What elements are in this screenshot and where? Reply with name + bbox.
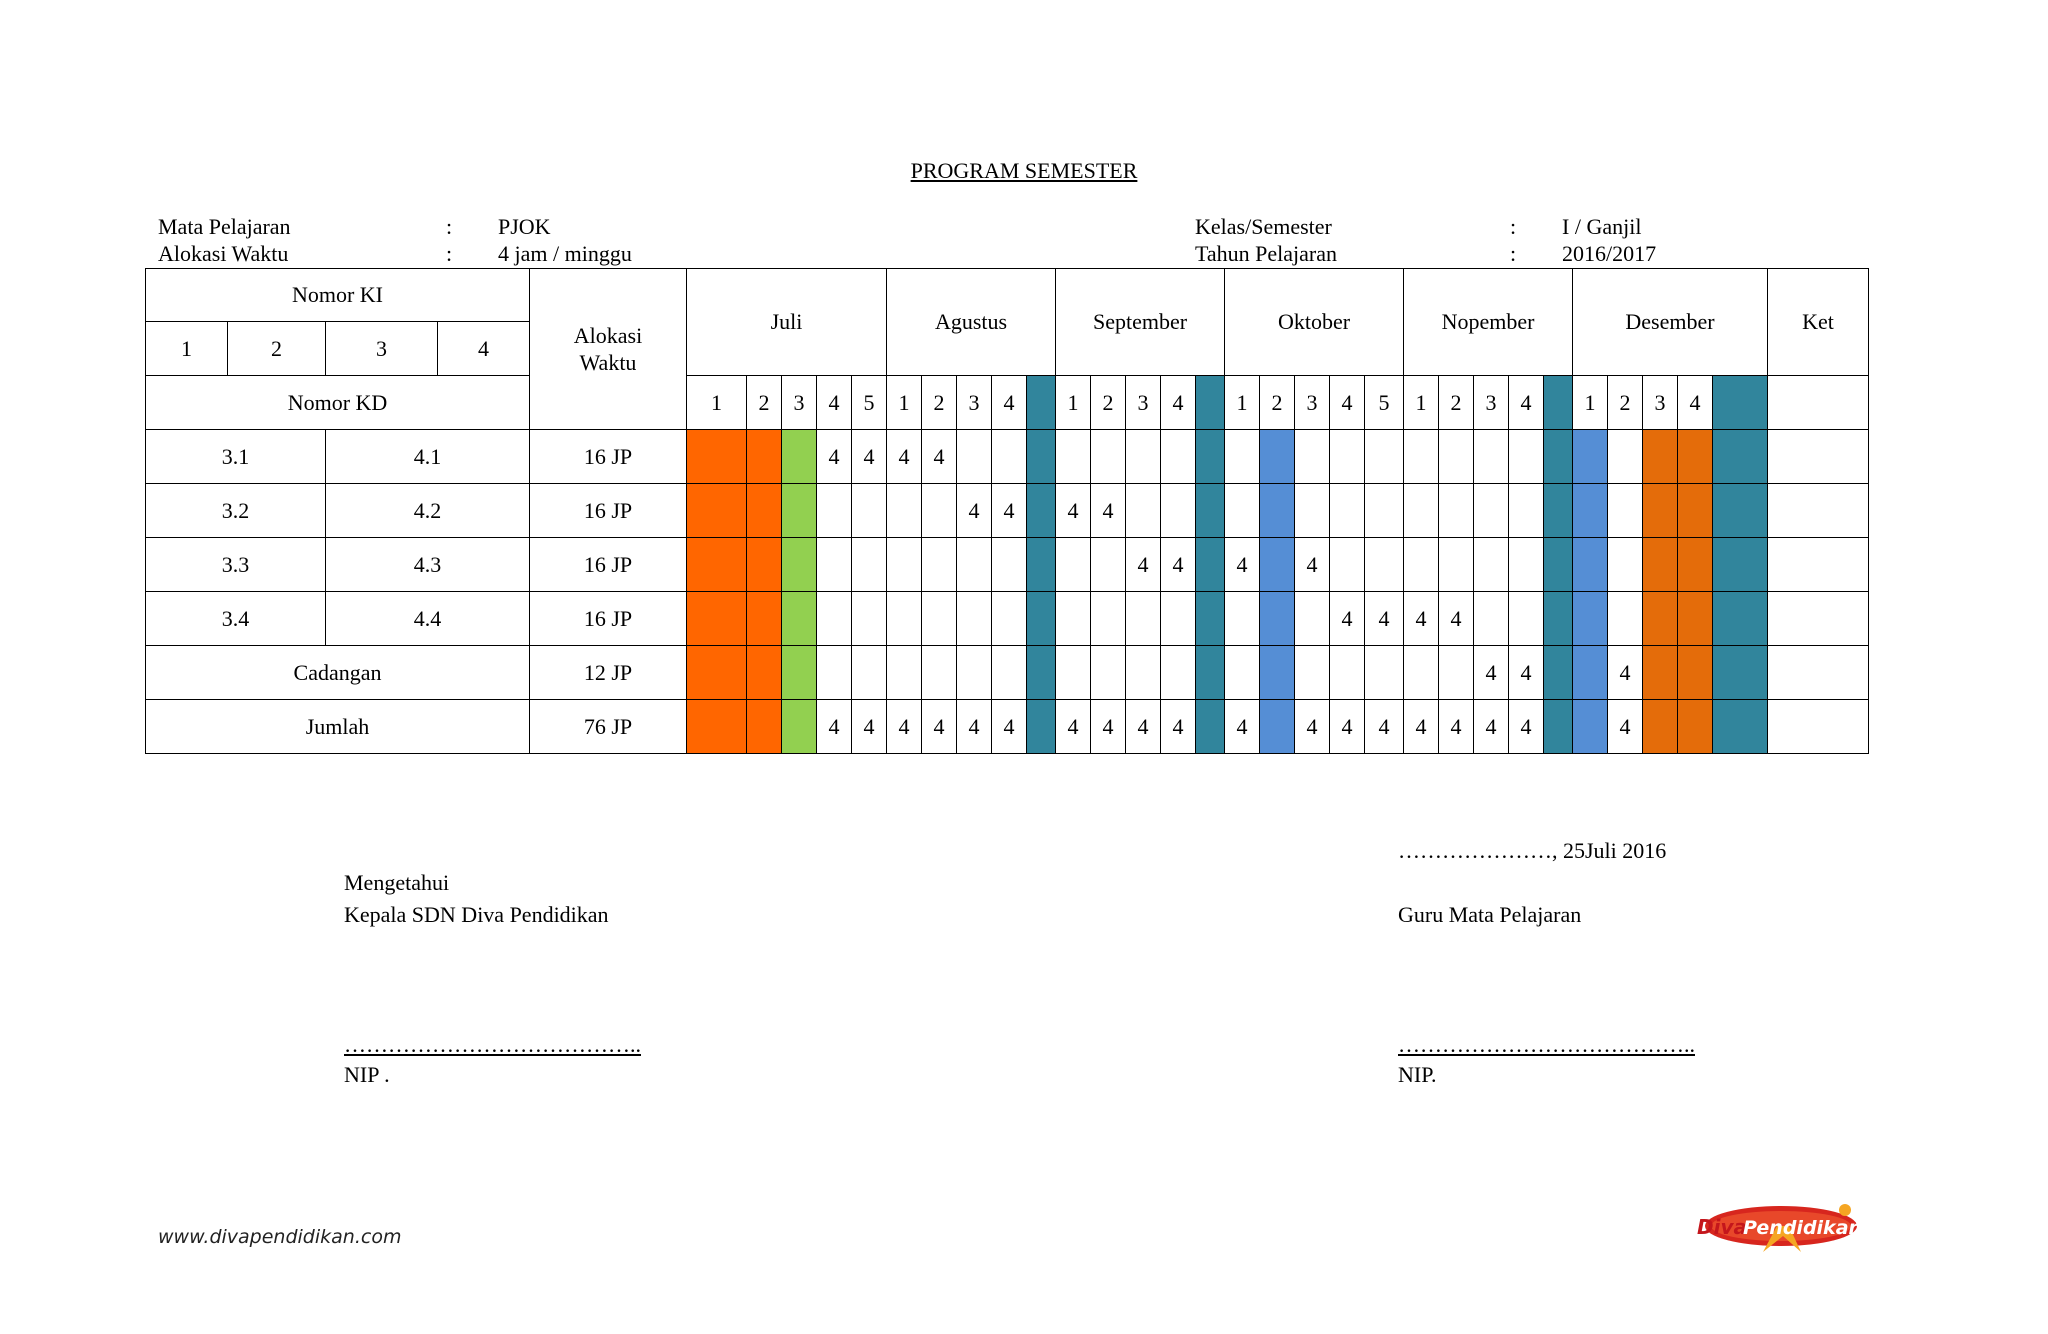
schedule-cell [1643, 538, 1678, 592]
document-title: PROGRAM SEMESTER [910, 158, 1138, 183]
schedule-cell [782, 430, 817, 484]
logo-text-pendidikan: Pendidikan [1743, 1217, 1863, 1239]
schedule-cell [1713, 592, 1768, 646]
schedule-cell [1225, 484, 1260, 538]
ki-number: 3 [326, 322, 438, 376]
schedule-cell [1713, 700, 1768, 754]
ki-number: 2 [228, 322, 326, 376]
header-row-1 [146, 269, 1869, 322]
nip-left: NIP . [344, 1062, 390, 1087]
schedule-cell [1295, 484, 1330, 538]
schedule-cell [852, 538, 887, 592]
schedule-cell [782, 484, 817, 538]
schedule-cell: 4 [1474, 646, 1509, 700]
schedule-cell: 4 [1608, 700, 1643, 754]
schedule-cell [1126, 430, 1161, 484]
schedule-cell [687, 646, 747, 700]
kd-right-cell: 4.4 [326, 592, 530, 646]
schedule-cell [1295, 592, 1330, 646]
schedule-cell [1608, 430, 1643, 484]
schedule-cell: 4 [1225, 700, 1260, 754]
schedule-cell [1330, 484, 1365, 538]
schedule-cell [1404, 538, 1439, 592]
schedule-cell [1544, 700, 1573, 754]
ket-cell [1768, 646, 1869, 700]
footer-url: www.divapendidikan.com [158, 1226, 402, 1248]
schedule-cell [1509, 538, 1544, 592]
alokasi-cell: 16 JP [530, 538, 687, 592]
guru-label: Guru Mata Pelajaran [1398, 902, 1582, 927]
schedule-cell [1509, 592, 1544, 646]
meta-colon: : [446, 241, 453, 266]
signature-line-left: ………………………………….. [344, 1032, 641, 1057]
logo-text-diva: Diva [1697, 1215, 1747, 1239]
week-number-cell: 1 [1225, 376, 1260, 430]
schedule-cell: 4 [1608, 646, 1643, 700]
schedule-cell [1439, 646, 1474, 700]
meta-tahun-value: 2016/2017 [1562, 241, 1657, 266]
schedule-cell [747, 484, 782, 538]
schedule-cell [1056, 538, 1091, 592]
schedule-cell [1260, 430, 1295, 484]
schedule-cell [1365, 646, 1404, 700]
schedule-cell [922, 538, 957, 592]
schedule-cell: 4 [1295, 700, 1330, 754]
meta-colon: : [446, 214, 453, 239]
week-number-cell: 5 [1365, 376, 1404, 430]
ket-header: Ket [1768, 269, 1869, 376]
schedule-cell [687, 592, 747, 646]
schedule-cell [1544, 484, 1573, 538]
nomor-ki-header: Nomor KI [146, 269, 530, 322]
schedule-cell [782, 700, 817, 754]
week-number-cell: 5 [852, 376, 887, 430]
meta-alokasi-label: Alokasi Waktu [158, 241, 289, 266]
week-number-cell: 4 [817, 376, 852, 430]
alokasi-cell: 16 JP [530, 592, 687, 646]
schedule-cell: 4 [1225, 538, 1260, 592]
schedule-cell [1573, 484, 1608, 538]
meta-kelas-value: I / Ganjil [1562, 214, 1642, 239]
schedule-cell [1161, 484, 1196, 538]
week-number-cell: 4 [1161, 376, 1196, 430]
week-number-cell: 3 [782, 376, 817, 430]
ket-cell [1768, 700, 1869, 754]
month-header-nopember: Nopember [1404, 269, 1573, 376]
week-number-cell: 1 [887, 376, 922, 430]
schedule-cell [1027, 484, 1056, 538]
schedule-cell [1474, 538, 1509, 592]
schedule-cell [1678, 700, 1713, 754]
schedule-cell [957, 646, 992, 700]
schedule-cell [687, 484, 747, 538]
schedule-cell [992, 430, 1027, 484]
week-number-cell: 3 [1474, 376, 1509, 430]
schedule-cell [1544, 430, 1573, 484]
schedule-cell [747, 430, 782, 484]
table-row [146, 538, 1869, 592]
schedule-cell [747, 646, 782, 700]
ki-number: 4 [438, 322, 530, 376]
week-number-row [146, 376, 1869, 430]
schedule-cell [1196, 592, 1225, 646]
schedule-cell [922, 592, 957, 646]
kepala-sekolah-label: Kepala SDN Diva Pendidikan [344, 902, 609, 927]
meta-colon: : [1510, 241, 1517, 266]
row-label: Jumlah [146, 700, 530, 754]
schedule-cell [817, 592, 852, 646]
schedule-cell: 4 [1161, 700, 1196, 754]
week-number-cell: 2 [922, 376, 957, 430]
schedule-cell: 4 [1091, 484, 1126, 538]
alokasi-cell: 12 JP [530, 646, 687, 700]
schedule-cell [1608, 592, 1643, 646]
schedule-cell [1330, 646, 1365, 700]
schedule-cell: 4 [1056, 484, 1091, 538]
alokasi-cell: 76 JP [530, 700, 687, 754]
schedule-cell [1573, 646, 1608, 700]
week-number-cell: 2 [747, 376, 782, 430]
schedule-cell [992, 646, 1027, 700]
week-number-cell: 1 [687, 376, 747, 430]
schedule-cell [1544, 538, 1573, 592]
schedule-cell: 4 [992, 700, 1027, 754]
week-number-cell: 3 [1126, 376, 1161, 430]
week-number-cell: 2 [1608, 376, 1643, 430]
schedule-cell [1161, 646, 1196, 700]
meta-mapel-value: PJOK [498, 214, 551, 239]
schedule-cell [1544, 646, 1573, 700]
schedule-cell: 4 [957, 484, 992, 538]
schedule-cell [1678, 592, 1713, 646]
schedule-cell [1295, 430, 1330, 484]
schedule-cell [1260, 592, 1295, 646]
nip-right: NIP. [1398, 1062, 1437, 1087]
schedule-cell [1196, 430, 1225, 484]
schedule-cell [1643, 700, 1678, 754]
schedule-cell [1608, 538, 1643, 592]
schedule-cell: 4 [1330, 592, 1365, 646]
schedule-cell [1330, 430, 1365, 484]
diva-pendidikan-logo [1685, 1196, 1865, 1256]
ket-cell [1768, 430, 1869, 484]
mengetahui-label: Mengetahui [344, 870, 450, 895]
kd-left-cell: 3.4 [146, 592, 326, 646]
schedule-cell [1225, 646, 1260, 700]
schedule-cell [1161, 430, 1196, 484]
ket-cell [1768, 376, 1869, 430]
schedule-cell: 4 [887, 700, 922, 754]
schedule-cell [1474, 484, 1509, 538]
schedule-cell [1713, 430, 1768, 484]
ket-cell [1768, 538, 1869, 592]
meta-tahun-label: Tahun Pelajaran [1195, 241, 1338, 266]
schedule-cell [747, 700, 782, 754]
schedule-cell [1643, 592, 1678, 646]
table-row [146, 700, 1869, 754]
schedule-cell: 4 [1365, 592, 1404, 646]
schedule-cell [1643, 484, 1678, 538]
schedule-cell: 4 [1330, 700, 1365, 754]
schedule-cell [1091, 646, 1126, 700]
week-number-cell [1027, 376, 1056, 430]
schedule-cell: 4 [1126, 538, 1161, 592]
schedule-cell [1225, 592, 1260, 646]
schedule-cell: 4 [817, 700, 852, 754]
schedule-cell [1126, 484, 1161, 538]
month-header-agustus: Agustus [887, 269, 1056, 376]
schedule-cell [1295, 646, 1330, 700]
alokasi-cell: 16 JP [530, 484, 687, 538]
logo-dot [1839, 1204, 1851, 1216]
week-number-cell: 1 [1404, 376, 1439, 430]
schedule-cell [1608, 484, 1643, 538]
month-header-juli: Juli [687, 269, 887, 376]
schedule-cell [1260, 700, 1295, 754]
schedule-cell: 4 [852, 700, 887, 754]
schedule-cell [1330, 538, 1365, 592]
schedule-cell [852, 484, 887, 538]
schedule-cell [1027, 430, 1056, 484]
schedule-cell [1678, 538, 1713, 592]
schedule-cell [1091, 538, 1126, 592]
schedule-cell [957, 538, 992, 592]
schedule-cell [1439, 538, 1474, 592]
week-number-cell: 3 [1295, 376, 1330, 430]
week-number-cell [1713, 376, 1768, 430]
meta-alokasi-value: 4 jam / minggu [498, 241, 632, 266]
kd-left-cell: 3.2 [146, 484, 326, 538]
schedule-cell [1161, 592, 1196, 646]
signature-date: …………………, 25Juli 2016 [1398, 838, 1667, 863]
table-row [146, 646, 1869, 700]
schedule-cell [1027, 592, 1056, 646]
schedule-cell [1196, 484, 1225, 538]
week-number-cell: 3 [957, 376, 992, 430]
schedule-cell [1678, 484, 1713, 538]
schedule-cell [817, 646, 852, 700]
schedule-cell [1260, 646, 1295, 700]
schedule-cell: 4 [922, 430, 957, 484]
schedule-cell: 4 [852, 430, 887, 484]
week-number-cell: 2 [1439, 376, 1474, 430]
schedule-cell: 4 [1439, 592, 1474, 646]
week-number-cell: 4 [992, 376, 1027, 430]
schedule-cell [1225, 430, 1260, 484]
kd-left-cell: 3.1 [146, 430, 326, 484]
schedule-cell [992, 538, 1027, 592]
schedule-cell [1509, 430, 1544, 484]
ket-cell [1768, 592, 1869, 646]
schedule-cell: 4 [992, 484, 1027, 538]
nomor-kd-header: Nomor KD [146, 376, 530, 430]
schedule-cell [1474, 430, 1509, 484]
week-number-cell [1544, 376, 1573, 430]
schedule-cell [1027, 646, 1056, 700]
table-row [146, 430, 1869, 484]
schedule-cell [1365, 538, 1404, 592]
schedule-cell [922, 646, 957, 700]
program-semester-table [145, 268, 1869, 754]
schedule-cell [852, 592, 887, 646]
schedule-cell [1678, 430, 1713, 484]
schedule-cell [1056, 430, 1091, 484]
month-header-oktober: Oktober [1225, 269, 1404, 376]
schedule-cell: 4 [922, 700, 957, 754]
week-number-cell: 2 [1091, 376, 1126, 430]
schedule-cell: 4 [1091, 700, 1126, 754]
schedule-cell [747, 538, 782, 592]
schedule-cell [1091, 430, 1126, 484]
schedule-cell [957, 592, 992, 646]
schedule-cell: 4 [1439, 700, 1474, 754]
schedule-cell [782, 592, 817, 646]
schedule-cell [817, 484, 852, 538]
week-number-cell: 4 [1678, 376, 1713, 430]
schedule-cell [1573, 430, 1608, 484]
meta-colon: : [1510, 214, 1517, 239]
schedule-cell: 4 [1365, 700, 1404, 754]
schedule-cell [1509, 484, 1544, 538]
schedule-cell [687, 700, 747, 754]
month-header-september: September [1056, 269, 1225, 376]
schedule-cell: 4 [957, 700, 992, 754]
kd-right-cell: 4.2 [326, 484, 530, 538]
schedule-cell [1713, 484, 1768, 538]
schedule-cell [1126, 592, 1161, 646]
week-number-cell: 1 [1573, 376, 1608, 430]
table-row [146, 592, 1869, 646]
kd-right-cell: 4.3 [326, 538, 530, 592]
schedule-cell [1056, 592, 1091, 646]
schedule-cell [1196, 700, 1225, 754]
schedule-cell [1260, 538, 1295, 592]
ki-number: 1 [146, 322, 228, 376]
schedule-cell [922, 484, 957, 538]
schedule-cell [1056, 646, 1091, 700]
schedule-cell: 4 [1474, 700, 1509, 754]
schedule-cell [782, 646, 817, 700]
kd-right-cell: 4.1 [326, 430, 530, 484]
schedule-cell [887, 484, 922, 538]
schedule-cell [1196, 538, 1225, 592]
schedule-cell [1404, 430, 1439, 484]
schedule-cell [887, 646, 922, 700]
week-number-cell: 2 [1260, 376, 1295, 430]
schedule-cell [1643, 646, 1678, 700]
week-number-cell: 1 [1056, 376, 1091, 430]
schedule-cell: 4 [1509, 700, 1544, 754]
schedule-cell: 4 [887, 430, 922, 484]
schedule-cell [817, 538, 852, 592]
schedule-cell [887, 592, 922, 646]
schedule-cell: 4 [1056, 700, 1091, 754]
table-row [146, 484, 1869, 538]
schedule-cell [1404, 646, 1439, 700]
week-number-cell: 3 [1643, 376, 1678, 430]
schedule-cell [1260, 484, 1295, 538]
schedule-cell [1027, 538, 1056, 592]
row-label: Cadangan [146, 646, 530, 700]
schedule-cell [1713, 646, 1768, 700]
schedule-cell [782, 538, 817, 592]
week-number-cell [1196, 376, 1225, 430]
schedule-cell [1365, 484, 1404, 538]
schedule-cell [1365, 430, 1404, 484]
schedule-cell: 4 [1161, 538, 1196, 592]
schedule-cell [1439, 484, 1474, 538]
ket-cell [1768, 484, 1869, 538]
schedule-cell [1573, 700, 1608, 754]
schedule-cell [1196, 646, 1225, 700]
schedule-cell [1678, 646, 1713, 700]
meta-mapel-label: Mata Pelajaran [158, 214, 291, 239]
kd-left-cell: 3.3 [146, 538, 326, 592]
schedule-cell [852, 646, 887, 700]
schedule-cell: 4 [1126, 700, 1161, 754]
schedule-cell [1126, 646, 1161, 700]
week-number-cell: 4 [1330, 376, 1365, 430]
schedule-cell [887, 538, 922, 592]
schedule-cell [687, 538, 747, 592]
schedule-cell: 4 [1509, 646, 1544, 700]
schedule-cell [1544, 592, 1573, 646]
schedule-cell [1643, 430, 1678, 484]
schedule-cell [1474, 592, 1509, 646]
schedule-cell [1713, 538, 1768, 592]
alokasi-waktu-header: Alokasi Waktu [530, 269, 687, 430]
schedule-cell [1573, 592, 1608, 646]
schedule-cell [957, 430, 992, 484]
schedule-cell: 4 [817, 430, 852, 484]
schedule-cell [1439, 430, 1474, 484]
schedule-cell [687, 430, 747, 484]
schedule-cell: 4 [1295, 538, 1330, 592]
schedule-cell [1573, 538, 1608, 592]
meta-kelas-label: Kelas/Semester [1195, 214, 1332, 239]
alokasi-cell: 16 JP [530, 430, 687, 484]
schedule-cell [1404, 484, 1439, 538]
schedule-cell: 4 [1404, 592, 1439, 646]
schedule-cell [1027, 700, 1056, 754]
schedule-cell [747, 592, 782, 646]
schedule-cell [992, 592, 1027, 646]
month-header-desember: Desember [1573, 269, 1768, 376]
week-number-cell: 4 [1509, 376, 1544, 430]
signature-line-right: ………………………………….. [1398, 1032, 1695, 1057]
logo-mark [1685, 1196, 1865, 1256]
schedule-cell: 4 [1404, 700, 1439, 754]
schedule-cell [1091, 592, 1126, 646]
